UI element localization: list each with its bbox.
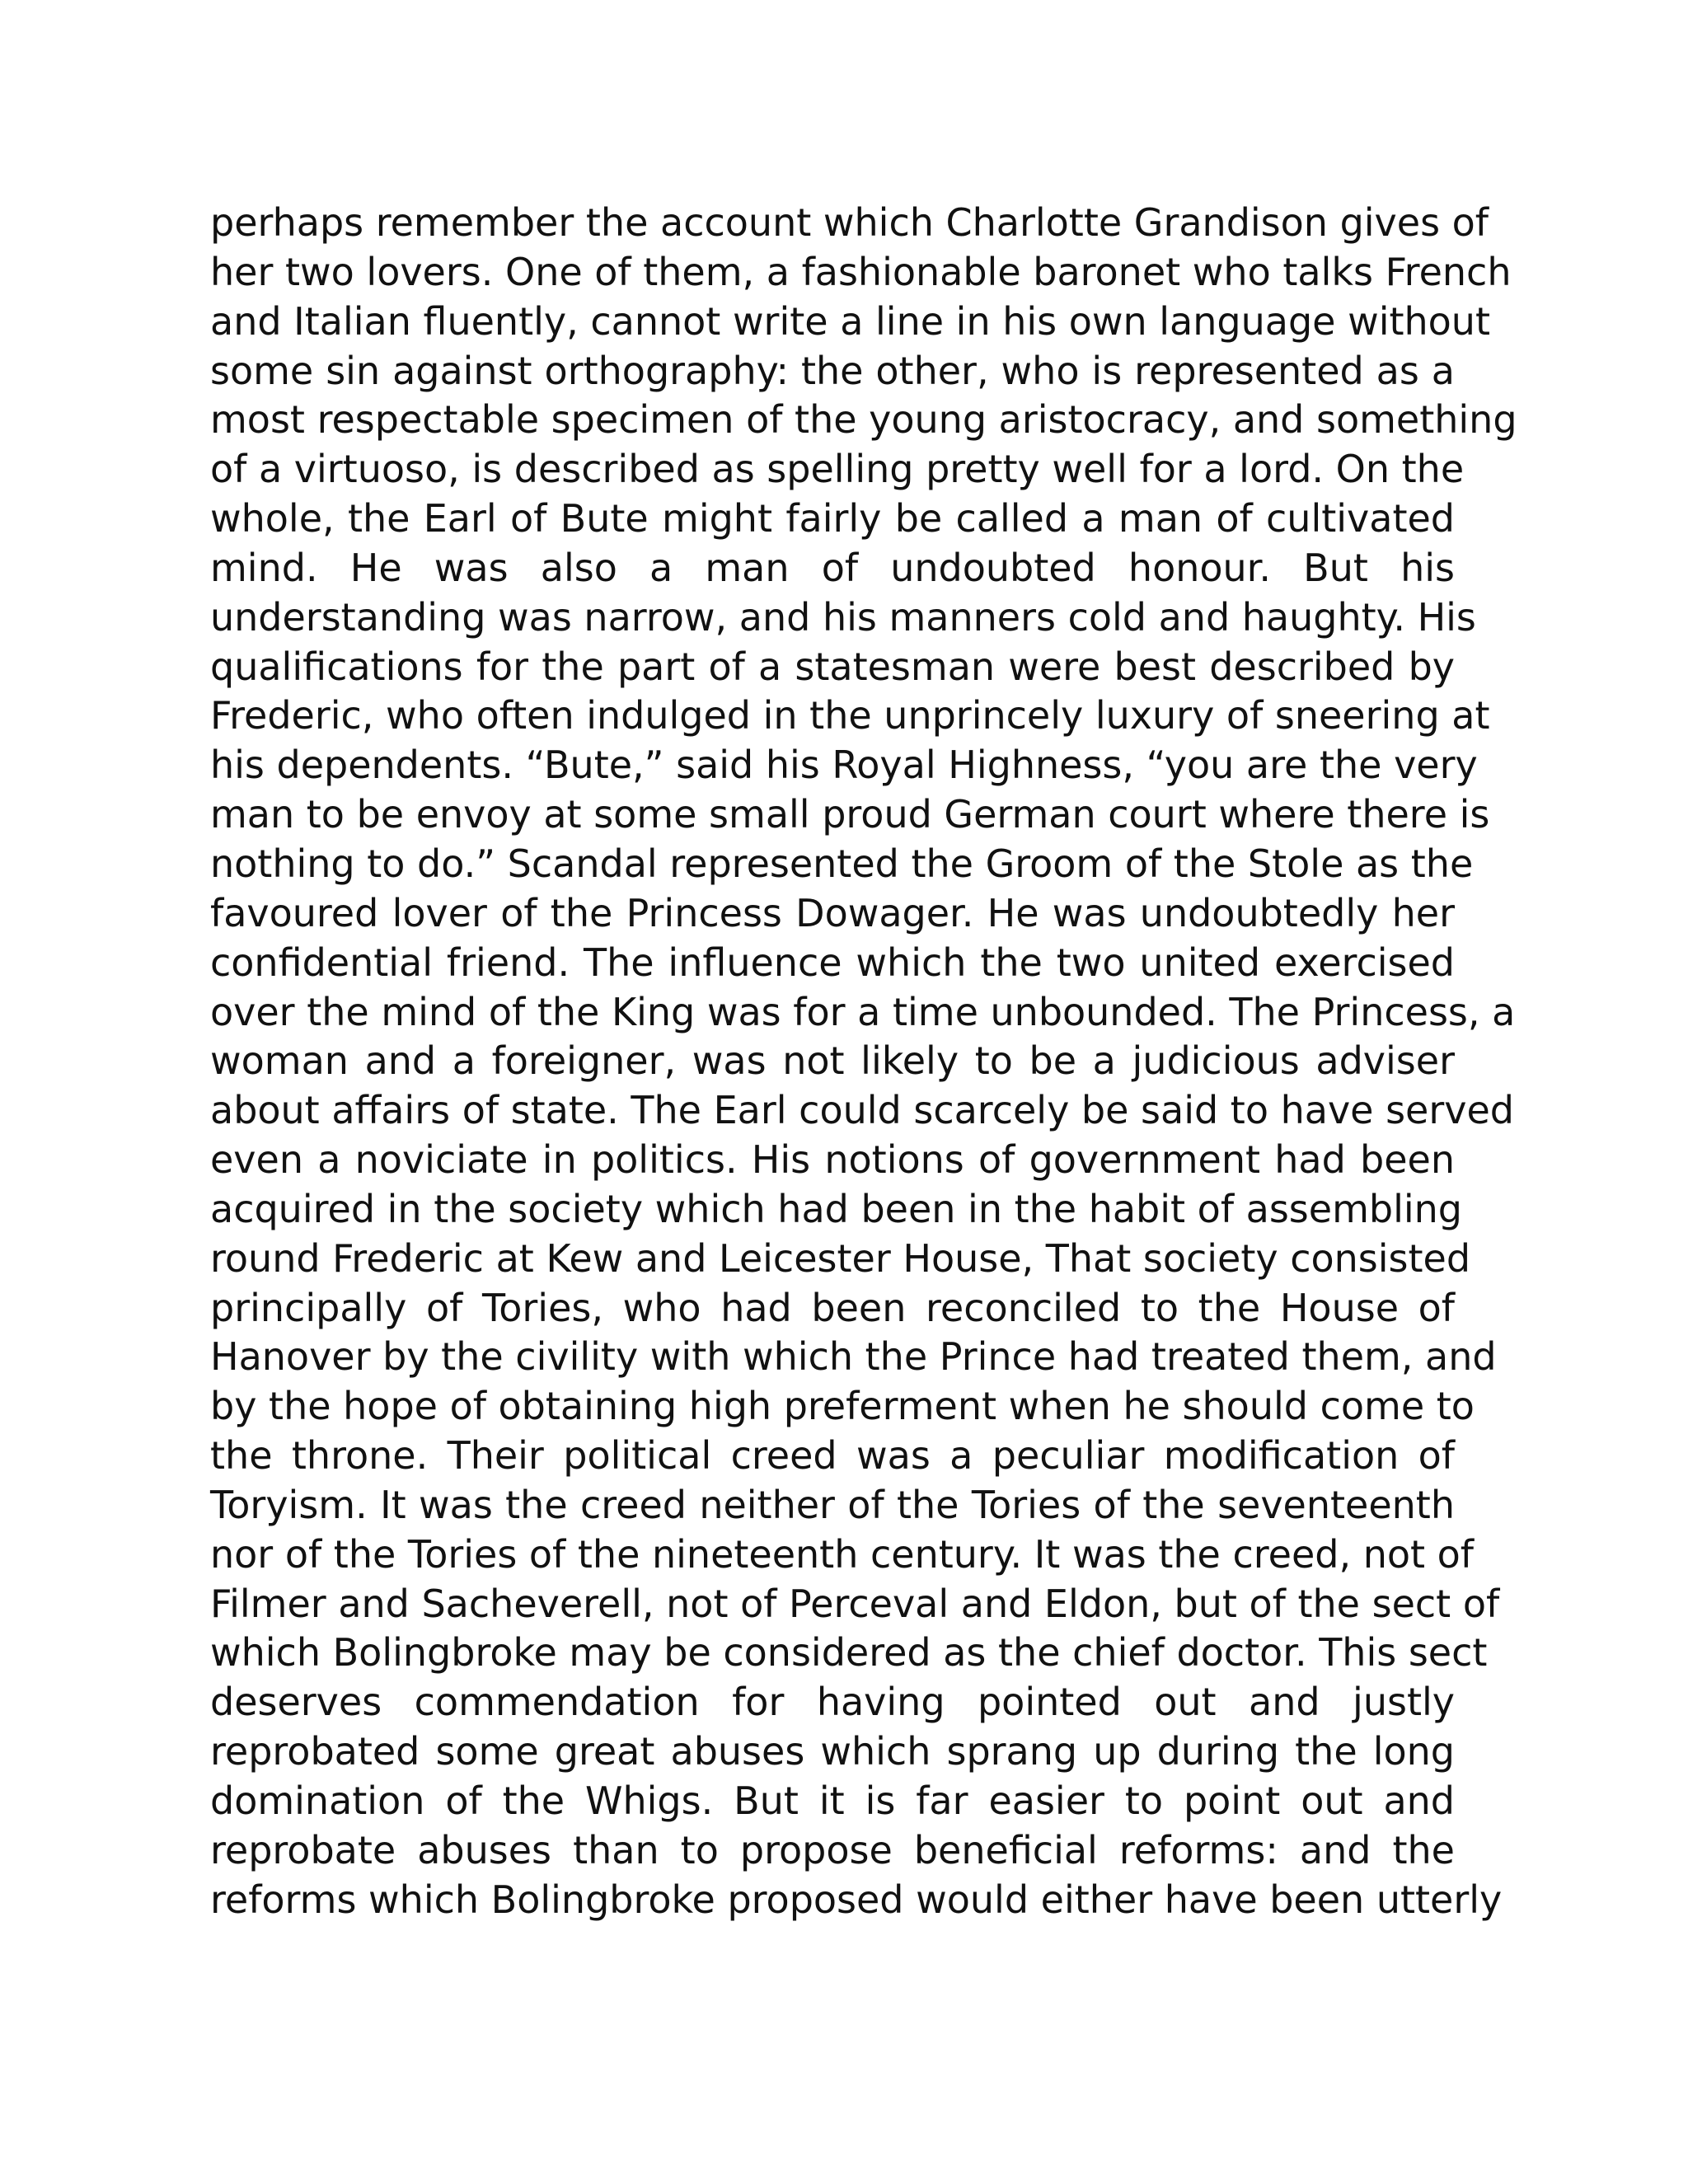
text-line: round Frederic at Kew and Leicester House, That society consisted: [210, 1235, 1471, 1281]
text-line: understanding was narrow, and his manners cold and haughty. His: [210, 594, 1476, 640]
text-line: confidential friend. The influence which the two united exercised: [210, 940, 1455, 985]
text-line: acquired in the society which had been in the habit of assembling: [210, 1186, 1462, 1231]
text-line: even a noviciate in politics. His notions of government had been: [210, 1137, 1455, 1183]
text-line: his dependents. “Bute,” said his Royal Highness, “you are the very: [210, 743, 1478, 788]
text-line: most respectable specimen of the young aristocracy, and something: [210, 397, 1517, 443]
text-line: man to be envoy at some small proud German court where there is: [210, 792, 1490, 837]
text-line: her two lovers. One of them, a fashionable baronet who talks French: [210, 249, 1512, 294]
text-line: the throne. Their political creed was a peculiar modification of: [210, 1433, 1455, 1479]
text-line: reprobated some great abuses which sprang up during the long: [210, 1729, 1455, 1774]
text-line: about affairs of state. The Earl could scarcely be said to have served: [210, 1088, 1514, 1133]
text-line: favoured lover of the Princess Dowager. He was undoubtedly her: [210, 890, 1455, 935]
body-text: [210, 199, 1517, 1925]
text-line: which Bolingbroke may be considered as the chief doctor. This sect: [210, 1630, 1488, 1675]
text-line: principally of Tories, who had been reconciled to the House of: [210, 1285, 1455, 1330]
text-line: of a virtuoso, is described as spelling pretty well for a lord. On the: [210, 447, 1465, 492]
text-line: and Italian fluently, cannot write a line in his own language without: [210, 298, 1490, 344]
text-line: Frederic, who often indulged in the unprincely luxury of sneering at: [210, 693, 1490, 738]
text-line: Hanover by the civility with which the Prince had treated them, and: [210, 1334, 1497, 1380]
text-line: whole, the Earl of Bute might fairly be called a man of cultivated: [210, 496, 1455, 541]
text-line: Toryism. It was the creed neither of the Tories of the seventeenth: [210, 1482, 1455, 1527]
text-line: perhaps remember the account which Charlotte Grandison gives of: [210, 200, 1489, 245]
text-line: over the mind of the King was for a time unbounded. The Princess, a: [210, 989, 1516, 1034]
text-line: domination of the Whigs. But it is far easier to point out and: [210, 1779, 1455, 1823]
text-line: nothing to do.” Scandal represented the Groom of the Stole as the: [210, 841, 1474, 886]
text-line: Filmer and Sacheverell, not of Perceval and Eldon, but of the sect of: [210, 1581, 1500, 1626]
text-line: deserves commendation for having pointed out and justly: [210, 1680, 1455, 1725]
text-line: by the hope of obtaining high preferment when he should come to: [210, 1384, 1475, 1429]
text-line: reprobate abuses than to propose beneficial reforms: and the: [210, 1827, 1455, 1872]
text-line: some sin against orthography: the other, who is represented as a: [210, 348, 1455, 393]
text-line: woman and a foreigner, was not likely to be a judicious adviser: [210, 1038, 1455, 1084]
text-line: nor of the Tories of the nineteenth century. It was the creed, not of: [210, 1531, 1475, 1577]
text-line: mind. He was also a man of undoubted honour. But his: [210, 545, 1455, 590]
text-line: reforms which Bolingbroke proposed would either have been utterly: [210, 1877, 1503, 1922]
text-line: qualifications for the part of a statesman were best described by: [210, 644, 1455, 689]
